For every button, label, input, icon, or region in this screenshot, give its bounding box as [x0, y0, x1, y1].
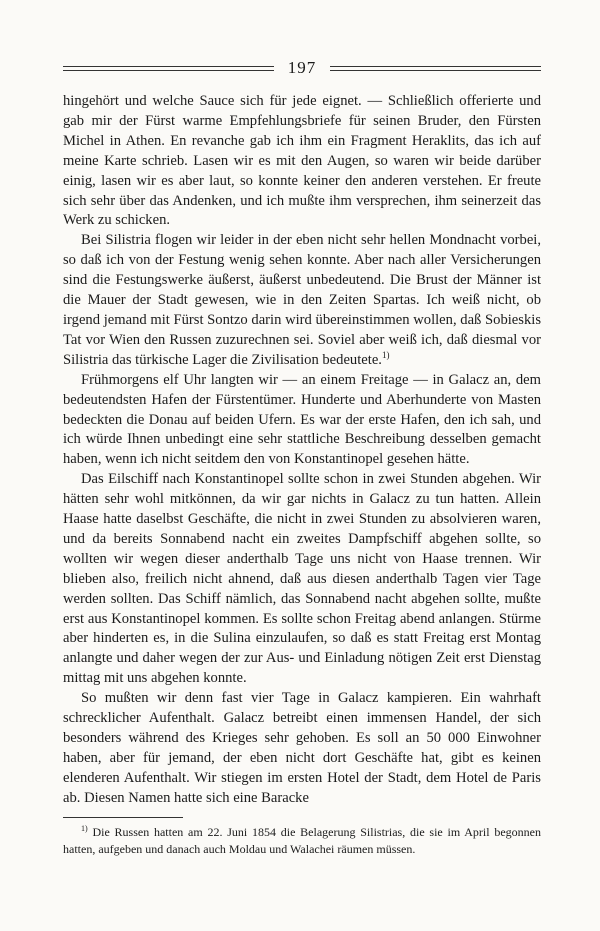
page-header [63, 56, 541, 80]
page-number: 197 [287, 58, 317, 77]
paragraph-2 [63, 231, 541, 370]
header-rule-right [330, 66, 541, 71]
paragraph-2-text: Bei Silistria flogen wir leider in der eben nicht sehr hellen Mondnacht vorbei, so daß ich von der Festung wenig sehen konnte. Aber nach aller Versicherungen sind die Festungswerke äußerst, äußerst unbedeutend. Die Brust der Männer ist die Mauer der Stadt gewesen, wie in den Zeiten Spartas. Ich weiß nicht, ob irgend jemand mit Fürst Sontzo darin wird übereinstimmen wollen, daß Sobieskis Tat vor Wien den Russen zuzurechnen sei. Soviel aber weiß ich, daß diesmal vor Silistria das türkische Lager die Zivilisation bedeutete. [63, 232, 541, 368]
paragraph-3: Frühmorgens elf Uhr langten wir — an einem Freitage — in Galacz an, dem bedeutendsten Hafen der Fürstentümer. Hunderte und Aberhunderte von Masten bedeckten die Donau auf beiden Ufern. Es war der erste Hafen, den ich sah, und ich würde Ihnen unbedingt eine sehr stattliche Beschreibung desselben gemacht haben, wenn ich nicht seitdem den von Konstantinopel gesehen hätte. [63, 371, 541, 468]
body-text [63, 92, 541, 809]
book-page [63, 56, 541, 858]
paragraph-1: hingehört und welche Sauce sich für jede eignet. — Schließlich offerierte und gab mir der Fürst warme Empfehlungsbriefe für seinen Bruder, den Fürsten Michel in Athen. En revanche gab ich ihm ein Fragment Heraklits, das ich auf meine Karte schrieb. Lasen wir es mit den Augen, so waren wir beide darüber einig, lasen wir es aber laut, so konnte keiner den anderen verstehen. Er freute sich sehr über das Andenken, und ich mußte ihm versprechen, ihm seinerzeit das Werk zu schicken. [63, 93, 541, 229]
footnote-marker: 1) [81, 823, 88, 833]
header-rule-left [63, 66, 274, 71]
footnote-reference: 1) [381, 349, 390, 360]
footnote-divider [63, 817, 183, 818]
footnote-text: Die Russen hatten am 22. Juni 1854 die Belagerung Silistrias, die sie im April begonnen hatten, aufgeben und danach auch Moldau und Walachei räumen müssen. [63, 824, 542, 856]
footnote [63, 824, 541, 858]
paragraph-5: So mußten wir denn fast vier Tage in Galacz kampieren. Ein wahrhaft schrecklicher Aufenthalt. Galacz betreibt einen immensen Handel, der sich besonders während des Krieges sehr gehoben. Es soll an 50 000 Einwohner haben, aber für jemand, der eben nicht dort Geschäfte hat, gibt es keinen elenderen Aufenthalt. Wir stiegen im ersten Hotel der Stadt, dem Hotel de Paris ab. Diesen Namen hatte sich eine Baracke [63, 690, 541, 806]
paragraph-4: Das Eilschiff nach Konstantinopel sollte schon in zwei Stunden abgehen. Wir hätten sehr wohl mitkönnen, da wir gar nichts in Galacz zu tun hatten. Allein Haase hatte daselbst Geschäfte, die nicht in zwei Stunden zu absolvieren waren, und da bereits Sonnabend nacht ein zweites Dampfschiff abgehen sollte, so wollten wir wegen dieser anderthalb Tage uns nicht von Haase trennen. Wir blieben also, freilich nicht ahnend, daß aus diesen anderthalb Tagen vier Tage werden sollten. Das Schiff nämlich, das Sonnabend nacht abgehen sollte, mußte erst aus Konstantinopel kommen. Es sollte schon Freitag abend anlangen. Stürme aber hinderten es, in die Sulina einzulaufen, so daß es statt Freitag erst Montag anlangte und daher wegen der zur Aus- und Einladung nötigen Zeit erst Dienstag mittag mit uns abgehen konnte. [63, 471, 541, 687]
